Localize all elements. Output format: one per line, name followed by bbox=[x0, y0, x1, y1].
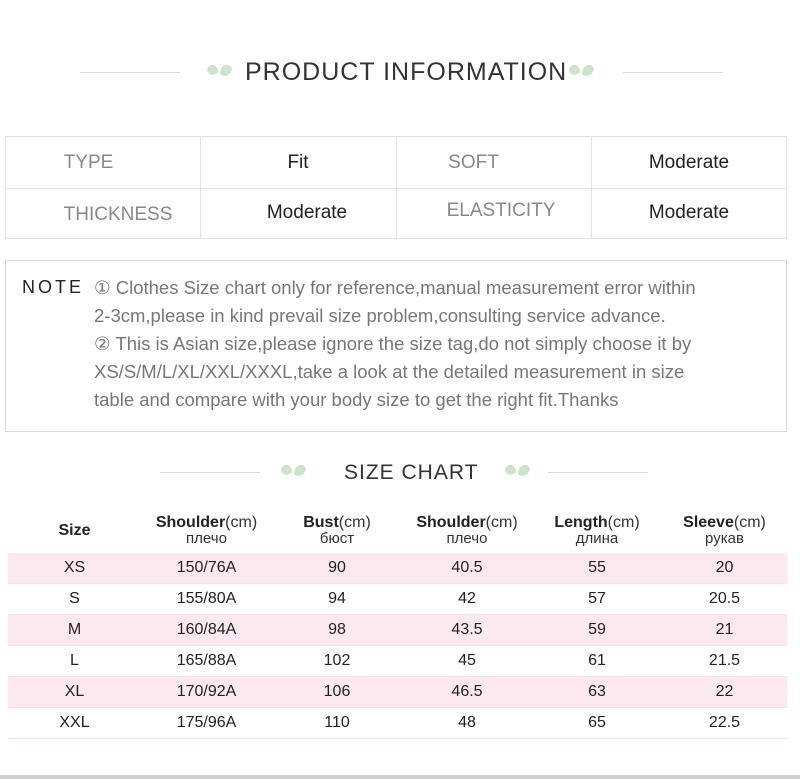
size-chart-table bbox=[8, 508, 787, 739]
table-row bbox=[8, 553, 787, 584]
column-header-shoulder: Shoulder(cm) плечо bbox=[155, 513, 258, 547]
table-cell: 21 bbox=[662, 615, 787, 646]
table-cell: 155/80A bbox=[141, 584, 272, 615]
table-cell: 20 bbox=[662, 553, 787, 584]
table-cell: XXL bbox=[8, 708, 141, 739]
table-header-row bbox=[8, 508, 787, 553]
table-row bbox=[8, 677, 787, 708]
table-cell: 65 bbox=[532, 708, 662, 739]
leaf-icon bbox=[502, 460, 532, 484]
divider-line bbox=[548, 472, 648, 473]
column-header-length: Length(cm) длина bbox=[554, 513, 640, 547]
table-cell: S bbox=[8, 584, 141, 615]
page-title: PRODUCT INFORMATION bbox=[245, 58, 568, 86]
note-text bbox=[94, 274, 774, 414]
table-cell: 21.5 bbox=[662, 646, 787, 677]
table-cell: 170/92A bbox=[141, 677, 272, 708]
table-cell: 165/88A bbox=[141, 646, 272, 677]
table-cell: 102 bbox=[272, 646, 402, 677]
table-cell: M bbox=[8, 615, 141, 646]
table-cell: 22.5 bbox=[662, 708, 787, 739]
note-line: 2-3cm,please in kind prevail size problem,consulting service advance. bbox=[94, 305, 666, 326]
note-line: XS/S/M/L/XL/XXL/XXXL,take a look at the detailed measurement in size bbox=[94, 361, 685, 382]
table-cell: 42 bbox=[402, 584, 532, 615]
product-info-table bbox=[5, 136, 787, 239]
table-cell: 175/96A bbox=[141, 708, 272, 739]
table-cell: 59 bbox=[532, 615, 662, 646]
leaf-icon bbox=[566, 60, 596, 84]
info-value-thickness: Moderate bbox=[266, 202, 348, 223]
table-cell: 110 bbox=[272, 708, 402, 739]
note-box bbox=[5, 260, 787, 432]
note-label: NOTE bbox=[22, 277, 85, 297]
leaf-icon bbox=[278, 460, 308, 484]
info-label-elasticity: ELASTICITY bbox=[446, 200, 556, 221]
info-label-thickness: THICKNESS bbox=[63, 204, 173, 225]
divider-line bbox=[80, 72, 180, 73]
table-cell: 98 bbox=[272, 615, 402, 646]
note-line: ① Clothes Size chart only for reference,manual measurement error within bbox=[94, 277, 696, 298]
table-cell: L bbox=[8, 646, 141, 677]
note-line: table and compare with your body size to get the right fit.Thanks bbox=[94, 389, 619, 410]
table-cell: XS bbox=[8, 553, 141, 584]
bottom-border bbox=[0, 775, 800, 779]
table-cell: 46.5 bbox=[402, 677, 532, 708]
table-row bbox=[8, 708, 787, 739]
table-cell: 90 bbox=[272, 553, 402, 584]
table-cell: 106 bbox=[272, 677, 402, 708]
info-value-type: Fit bbox=[287, 151, 309, 173]
table-cell: 61 bbox=[532, 646, 662, 677]
table-cell: 57 bbox=[532, 584, 662, 615]
column-header-shoulder: Shoulder(cm) плечо bbox=[416, 513, 518, 547]
info-value-elasticity: Moderate bbox=[648, 202, 730, 223]
table-cell: 63 bbox=[532, 677, 662, 708]
table-cell: 160/84A bbox=[141, 615, 272, 646]
table-cell: 94 bbox=[272, 584, 402, 615]
table-cell: 22 bbox=[662, 677, 787, 708]
info-label-soft: SOFT bbox=[448, 151, 499, 173]
table-cell: 45 bbox=[402, 646, 532, 677]
table-cell: 55 bbox=[532, 553, 662, 584]
column-header-sleeve: Sleeve(cm) рукав bbox=[683, 513, 766, 547]
table-cell: 40.5 bbox=[402, 553, 532, 584]
table-cell: 150/76A bbox=[141, 553, 272, 584]
table-row bbox=[8, 584, 787, 615]
divider-line bbox=[623, 72, 723, 73]
table-row bbox=[8, 646, 787, 677]
table-cell: 43.5 bbox=[402, 615, 532, 646]
column-header-bust: Bust(cm) бюст bbox=[303, 513, 371, 547]
column-header-size: Size bbox=[58, 521, 91, 539]
info-label-type: TYPE bbox=[63, 151, 114, 173]
note-line: ② This is Asian size,please ignore the size tag,do not simply choose it by bbox=[94, 333, 692, 354]
info-value-soft: Moderate bbox=[648, 151, 730, 173]
leaf-icon bbox=[204, 60, 234, 84]
divider-line bbox=[160, 472, 260, 473]
table-cell: 48 bbox=[402, 708, 532, 739]
table-row bbox=[8, 615, 787, 646]
table-cell: 20.5 bbox=[662, 584, 787, 615]
table-cell: XL bbox=[8, 677, 141, 708]
size-chart-title: SIZE CHART bbox=[344, 461, 479, 484]
